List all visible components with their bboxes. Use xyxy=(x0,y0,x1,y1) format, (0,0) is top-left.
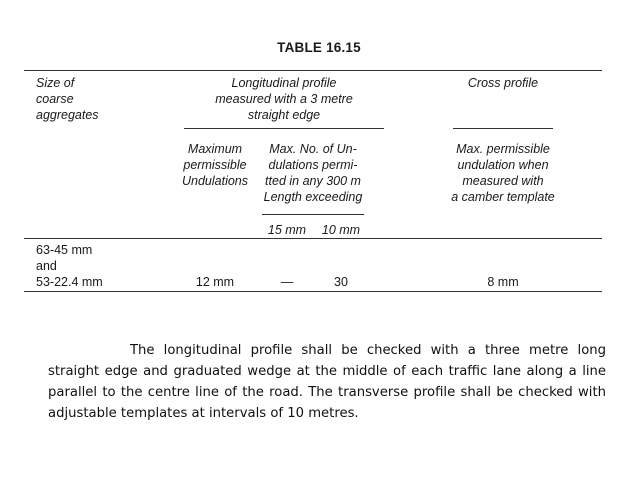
header-cross-line-3: measured with xyxy=(462,174,544,188)
header-size-line-3: aggregates xyxy=(36,108,99,122)
row-cross: 8 mm xyxy=(487,275,519,289)
header-longitudinal-line-2: measured with a 3 metre xyxy=(215,92,353,106)
header-longitudinal xyxy=(184,75,384,123)
header-max-perm-line-1: Maximum xyxy=(187,142,243,156)
row-count-15: — xyxy=(280,275,294,289)
header-longitudinal-line-3: straight edge xyxy=(247,108,321,122)
cross-underline xyxy=(453,128,553,129)
header-cross-sub xyxy=(440,141,566,205)
header-max-permissible xyxy=(176,141,254,189)
longitudinal-underline xyxy=(184,128,384,129)
header-size-col xyxy=(36,75,99,123)
table-title: TABLE 16.15 xyxy=(277,40,361,55)
body-paragraph: The longitudinal profile shall be checked with a three metre long straight edge and graduated wedge at the middle of each traffic lane along a line parallel to the centre line of the road. The transverse profile shall be checked with adjustable templates at intervals of 10 metres. xyxy=(48,343,606,421)
header-cross-line-4: a camber template xyxy=(451,190,555,204)
header-cross-line-2: undulation when xyxy=(457,158,549,172)
header-max-perm-line-3: Undulations xyxy=(181,174,248,188)
row-size xyxy=(36,242,103,290)
row-max-permissible: 12 mm xyxy=(195,275,235,289)
header-max-perm-line-2: permissible xyxy=(183,158,247,172)
header-max-no-line-4: Length exceeding xyxy=(263,190,363,204)
header-max-number xyxy=(258,141,368,205)
header-size-line-2: coarse xyxy=(36,92,74,106)
row-size-line-1: 63-45 mm xyxy=(36,243,93,257)
header-cross-line-1: Max. permissible xyxy=(456,142,550,156)
header-length-15: 15 mm xyxy=(267,223,307,237)
header-max-no-line-3: tted in any 300 m xyxy=(265,174,361,188)
row-count-10: 30 xyxy=(334,275,348,289)
length-underline xyxy=(262,214,364,215)
row-size-line-3: 53-22.4 mm xyxy=(36,275,103,289)
row-size-line-2: and xyxy=(36,259,57,273)
header-longitudinal-line-1: Longitudinal profile xyxy=(231,76,337,90)
header-size-line-1: Size of xyxy=(36,76,75,90)
header-max-no-line-1: Max. No. of Un- xyxy=(269,142,357,156)
header-max-no-line-2: dulations permi- xyxy=(268,158,358,172)
table-bottom-rule xyxy=(24,291,602,292)
header-cross: Cross profile xyxy=(467,76,539,90)
header-bottom-rule xyxy=(24,238,602,239)
header-length-10: 10 mm xyxy=(321,223,361,237)
table-top-rule xyxy=(24,70,602,71)
